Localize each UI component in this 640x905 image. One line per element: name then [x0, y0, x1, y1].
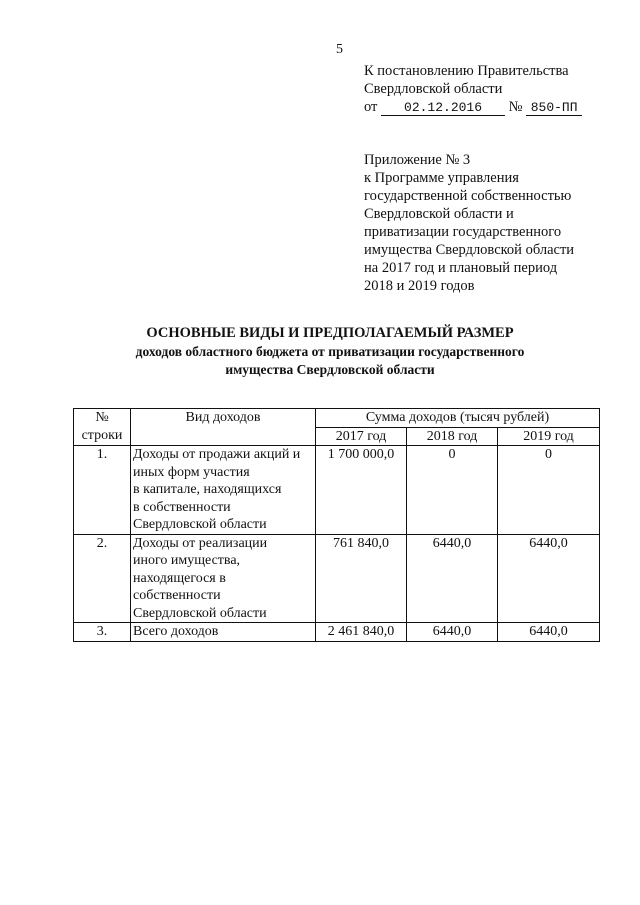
value-2019: 0	[498, 446, 600, 535]
decree-reference	[364, 62, 582, 116]
header-year-2019: 2019 год	[498, 427, 600, 446]
header-num-line-2: строки	[81, 427, 123, 443]
appendix-line: Свердловской области и	[364, 206, 514, 222]
header-row-number	[74, 409, 131, 446]
kind-line: Свердловской области	[133, 605, 267, 621]
row-number: 1.	[74, 446, 131, 535]
value-2019: 6440,0	[498, 623, 600, 642]
decree-line-1: К постановлению Правительства	[364, 63, 569, 79]
income-table	[73, 408, 600, 642]
title-line-1: ОСНОВНЫЕ ВИДЫ И ПРЕДПОЛАГАЕМЫЙ РАЗМЕР	[146, 325, 514, 341]
row-income-kind	[131, 623, 316, 642]
value-2017: 761 840,0	[316, 534, 407, 623]
kind-line: иных форм участия	[133, 464, 250, 480]
decree-date: 02.12.2016	[381, 101, 505, 116]
header-income-kind: Вид доходов	[131, 409, 316, 446]
decree-number: 850-ПП	[526, 101, 582, 116]
value-2018: 6440,0	[407, 623, 498, 642]
kind-line: Свердловской области	[133, 517, 267, 532]
appendix-line: приватизации государственного	[364, 224, 562, 240]
row-income-kind	[131, 446, 316, 535]
table-row	[74, 534, 600, 623]
appendix-line: государственной собственностью	[364, 188, 572, 204]
document-title	[80, 324, 580, 379]
appendix-line: на 2017 год и плановый период	[364, 260, 558, 276]
kind-line: находящегося в	[133, 570, 226, 586]
value-2018: 6440,0	[407, 534, 498, 623]
appendix-line: имущества Свердловской области	[364, 242, 575, 258]
appendix-line: к Программе управления	[364, 170, 519, 186]
row-number: 2.	[74, 534, 131, 623]
decree-line-2: Свердловской области	[364, 81, 503, 97]
decree-number-label: №	[508, 99, 523, 115]
table-header-row	[74, 409, 600, 428]
value-2019: 6440,0	[498, 534, 600, 623]
appendix-block	[364, 151, 574, 295]
kind-line: в собственности	[133, 499, 231, 515]
header-year-2018: 2018 год	[407, 427, 498, 446]
appendix-line: Приложение № 3	[364, 152, 471, 168]
kind-line: Всего доходов	[133, 624, 219, 639]
header-income-sum: Сумма доходов (тысяч рублей)	[316, 409, 600, 428]
value-2017: 2 461 840,0	[316, 623, 407, 642]
appendix-line: 2018 и 2019 годов	[364, 278, 475, 294]
title-line-3: имущества Свердловской области	[225, 362, 435, 377]
table-row-total	[74, 623, 600, 642]
row-income-kind	[131, 534, 316, 623]
kind-line: Доходы от продажи акций и	[133, 447, 301, 462]
title-line-2: доходов областного бюджета от приватизации государственного	[135, 344, 525, 359]
kind-line: в капитале, находящихся	[133, 482, 282, 497]
table-row	[74, 446, 600, 535]
page-number: 5	[336, 42, 343, 57]
value-2017: 1 700 000,0	[316, 446, 407, 535]
row-number: 3.	[74, 623, 131, 642]
decree-date-line	[364, 98, 582, 116]
decree-from-label: от	[364, 99, 378, 115]
kind-line: иного имущества,	[133, 553, 241, 568]
kind-line: Доходы от реализации	[133, 535, 268, 551]
kind-line: собственности	[133, 588, 221, 603]
header-year-2017: 2017 год	[316, 427, 407, 446]
header-num-line-1: №	[95, 410, 109, 425]
value-2018: 0	[407, 446, 498, 535]
